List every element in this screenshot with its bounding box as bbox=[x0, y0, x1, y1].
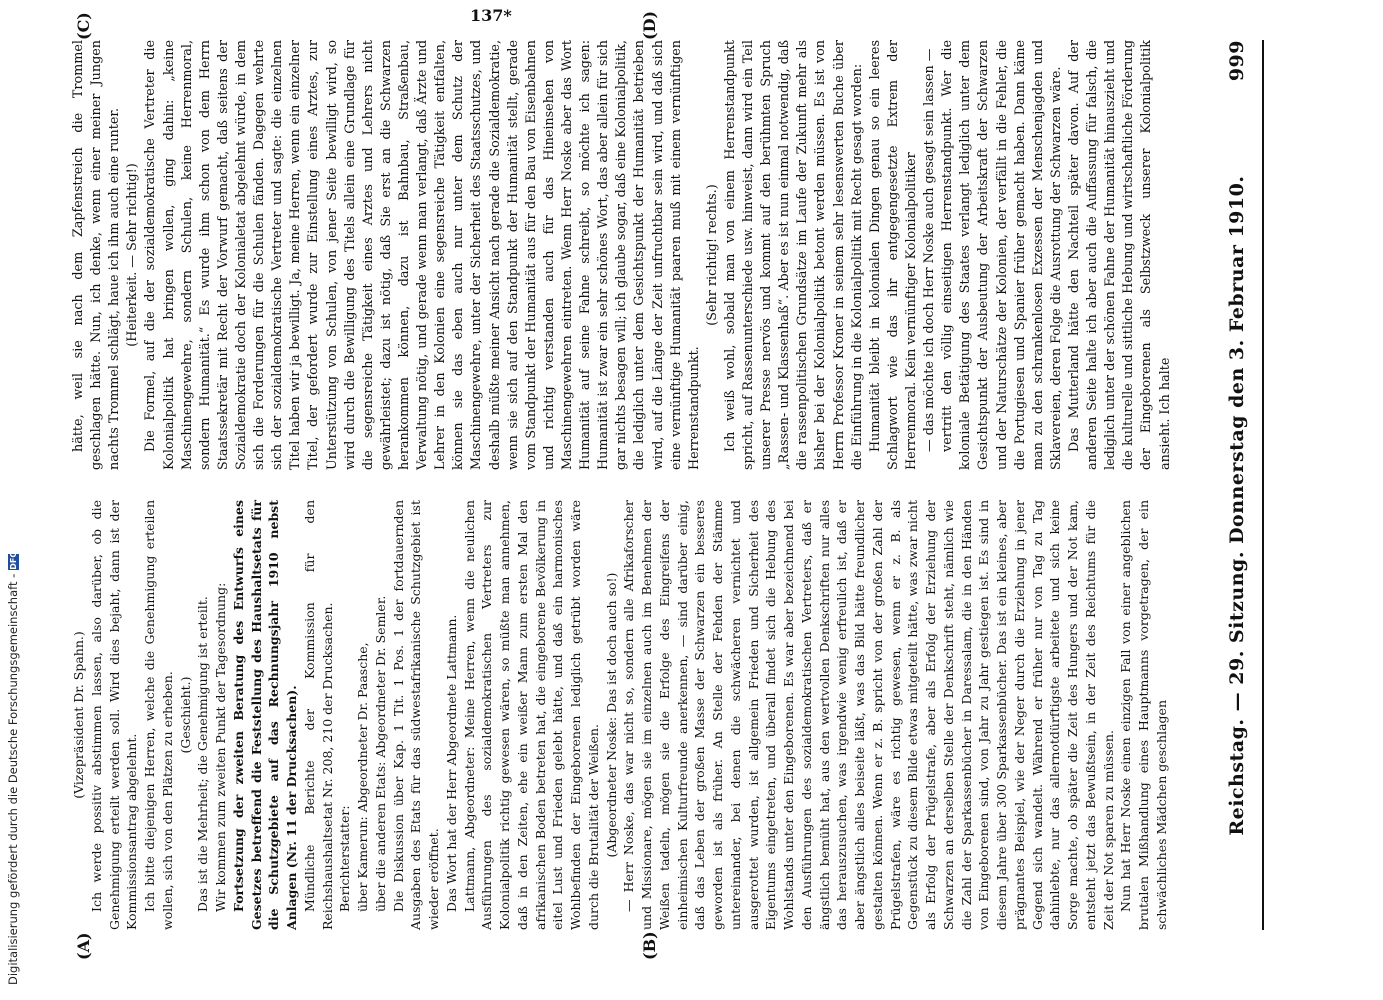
left-column-paragraph: Ich bitte diejenigen Herren, welche die Genehmigung erteilen wollen, sich von den Plätzen zu erheben. bbox=[142, 500, 175, 930]
left-column-paragraph: Wir kommen zum zweiten Punkt der Tagesordnung: bbox=[213, 582, 228, 912]
left-column-paragraph: Mündliche Berichte der Kommission für den Reichshaushaltsetat Nr. 208, 210 der Drucksachen. bbox=[301, 500, 335, 930]
header-rule bbox=[1262, 40, 1264, 930]
left-column-paragraph: (Geschieht.) bbox=[177, 676, 193, 754]
margin-letter-a: (A) bbox=[74, 932, 93, 960]
left-column-paragraph: Das ist die Mehrheit; die Genehmigung ist erteilt. bbox=[195, 596, 211, 912]
left-column-paragraph: über die anderen Etats: Abgeordneter Dr. Semler. bbox=[372, 595, 388, 912]
left-column-paragraph: (Vizepräsident Dr. Spahn.) bbox=[71, 631, 86, 799]
right-column bbox=[70, 40, 1175, 470]
right-column-paragraph: (Heiterkeit. — Sehr richtig!) bbox=[125, 163, 141, 347]
left-column bbox=[70, 500, 1171, 930]
left-column-paragraph: Berichterstatter: bbox=[337, 805, 353, 912]
right-column-paragraph: Das Mutterland hätte den Nachteil später davon. Auf der anderen Seite halte ich aber auch die Auffassung für falsch, die lediglich unter der schönen Fahne der Humanität hinauszieht und die kulturelle und sittliche Hebung und wirtschaftliche Förderung der Eingeborenen als Selbstzweck unserer Kolonialpolitik ansieht. Ich halte bbox=[1067, 40, 1173, 470]
right-column-paragraph: Ich weiß wohl, sobald man von einem Herrenstandpunkt spricht, auf Rassenunterschiede usw. hinweist, dann wird ein Teil unserer Presse nervös und kommt auf den berühmten Spruch „Rassen- und Klassenhaß“. Aber es ist nun einmal notwendig, daß die rassenpolitischen Grundsätze im Laufe der Zukunft mehr als bisher bei der Kolonialpolitik betont werden müssen. Es ist von Herrn Professor Kroner in seinem sehr lesenswerten Buche über die Einführung in die Kolonialpolitik mit Recht gesagt worden: bbox=[722, 40, 865, 470]
left-column-paragraph: Die Diskussion über Kap. 1 Tit. 1 Pos. 1 der fortdauernden Ausgaben des Etats für das südwestafrikanische Schutzgebiet ist wieder eröffnet. bbox=[390, 500, 441, 930]
margin-letter-d: (D) bbox=[640, 10, 659, 40]
left-column-paragraph: Nun hat Herr Noske einen einzigen Fall von einer angeblichen brutalen Mißhandlung eines Hauptmanns vorgetragen, der ein schwächliches Mädchen geschlagen bbox=[1118, 500, 1169, 930]
right-column-paragraph: (Sehr richtig! rechts.) bbox=[704, 184, 720, 326]
dfg-logo: DFG bbox=[8, 551, 18, 570]
digitization-credit bbox=[6, 551, 20, 985]
credit-text: Digitalisierung gefördert durch die Deutsche Forschungsgemeinschaft - bbox=[6, 573, 20, 985]
signature-mark: 137* bbox=[470, 6, 512, 25]
margin-letter-b: (B) bbox=[640, 931, 659, 960]
right-column-paragraph: vertritt den völlig einseitigen Herrenstandpunkt. Wer die koloniale Betätigung des Staates verlangt lediglich unter dem Gesichtspunkt der Ausbeutung der Arbeitskraft der Schwarzen und der Naturschätze der Kolonien, der verfällt in die Fehler, die die Portugiesen und Spanier früher gemacht haben. Dann käme man zu den schrankenlosen Exzessen der Menschenjagden und Sklavereien, deren Folge die Ausrottung der Schwarzen wäre. bbox=[940, 40, 1064, 470]
left-column-paragraph: (Abgeordneter Noske: Das ist doch auch so!) bbox=[603, 572, 619, 858]
left-column-paragraph: über Kamerun: Abgeordneter Dr. Paasche, bbox=[355, 642, 370, 912]
left-column-paragraph: Das Wort hat der Herr Abgeordnete Lattmann. bbox=[443, 614, 459, 912]
right-column-paragraph: — das möchte ich doch Herr Noske auch gesagt sein lassen — bbox=[922, 48, 938, 452]
running-head bbox=[1226, 40, 1260, 930]
running-head-title: Reichstag. — 29. Sitzung. Donnerstag den 3. Februar 1910. bbox=[1226, 175, 1248, 836]
left-column-paragraph: Ich werde possitiv abstimmen lassen, also darüber, ob die Genehmigung erteilt werden soll. Wird dies bejaht, dann ist der Kommissionsantrag abgelehnt. bbox=[88, 500, 140, 930]
left-column-paragraph: Fortsetzung der zweiten Beratung des Entwurfs eines Gesetzes betreffend die Feststellung des Haushaltsetats für die Schutzgebiete auf das Rechnungsjahr 1910 nebst Anlagen (Nr. 11 der Drucksachen). bbox=[230, 500, 299, 930]
left-column-paragraph: Lattmann, Abgeordneter: Meine Herren, wenn die neulichen Ausführungen des sozialdemokratischen Vertreters zur Kolonialpolitik richtig gewesen wären, so müßte man annehmen, daß in den Zeiten, ehe ein weißer Mann zum ersten Mal den afrikanischen Boden betreten hat, die eingeborene Bevölkerung in eitel Lust und Frieden gelebt hätte, und daß ein harmonisches Wohlbefinden der Eingeborenen lediglich getrübt worden wäre durch die Brutalität der Weißen. bbox=[461, 500, 601, 930]
right-column-paragraph: Die Formel, auf die der sozialdemokratische Vertreter die Kolonialpolitik hat bringen wollen, ging dahin: „keine Maschinengewehre, sondern Schulen, keine Herrenmoral, sondern Humanität.“ Es wurde ihm schon von dem Herrn Staatssekretär mit Recht der Vorwurf gemacht, daß seitens der Sozialdemokratie doch der Kolonialetat abgelehnt würde, in dem sich die Forderungen für die Schulen fänden. Dagegen wehrte sich der sozialdemokratische Vertreter und sagte: die einzelnen Titel haben wir ja bewilligt. Ja, meine Herren, wenn ein einzelner Titel, der gefordert wurde zur Einstellung eines Arztes, zur Unterstützung von Schulen, von jener Seite bewilligt wird, so wird durch die Bewilligung des Titels allein eine Grundlage für die segensreiche Tätigkeit eines Arztes und Lehrers nicht gewährleistet; dazu ist nötig, daß Sie erst an die Schwarzen herankommen können, dazu ist Bahnbau, Straßenbau, Verwaltung nötig, und gerade wenn man verlangt, daß Ärzte und Lehrer in den Kolonien eine segensreiche Tätigkeit entfalten, können sie das eben auch nur unter dem Schutz der Maschinengewehre, unter der Sicherheit des Staatsschutzes, und deshalb müßte meiner Ansicht nach gerade die Sozialdemokratie, wenn sie sich auf den Standpunkt der Humanität stellt, gerade vom Standpunkt der Humanität aus für den Bau von Eisenbahnen und richtig verstanden auch für das Hineinsehen von Maschinengewehren eintreten. Wenn Herr Noske aber das Wort Humanität auf seine Fahne schreibt, so möchte ich sagen: Humanität ist zwar ein sehr schönes Wort, das aber allein für sich gar nichts besagen will; ich glaube sogar, daß eine Kolonialpolitik, die lediglich unter dem Gesichtspunkt der Humanität betrieben wird, auf die Länge der Zeit unfruchtbar sein wird, und daß sich eine vernünftige Humanität paaren muß mit einem vernünftigen Herrenstandpunkt. bbox=[143, 40, 702, 470]
margin-letter-c: (C) bbox=[74, 12, 93, 40]
left-column-paragraph: — Herr Noske, das war nicht so, sondern alle Afrikaforscher und Missionare, mögen sie im einzelnen auch im Benehmen der Weißen tadeln, mögen sie die Erfolge des Eingreifens der einheimischen Kulturfreunde anerkennen, — sind darüber einig, daß das Leben der großen Masse der Schwarzen ein besseres geworden ist als früher. An Stelle der Fehden der Stämme untereinander, bei denen die schwächeren vernichtet und ausgerottet wurden, ist allgemein Frieden und Sicherheit des Eigentums eingetreten, und überall findet sich die Hebung des Wohlstands unter den Eingeborenen. Es war aber bezeichnend bei den Ausführungen des sozialdemokratischen Vertreters, daß er ängstlich bemüht hat, aus den wertvollen Denkschriften nur alles das herauszusuchen, was irgendwie wenig erfreulich ist, daß er aber ängstlich alles beiseite läßt, was das Bild hätte freundlicher gestalten können. Wenn er z. B. spricht von der großen Zahl der Prügelstrafen, wäre es richtig gewesen, wenn er z. B. als Gegenstück zu diesem Bilde etwas mitgeteilt hätte, was zwar nicht als Erfolg der Prügelstrafe, aber als Erfolg der Erziehung der Schwarzen an derselben Stelle der Denkschrift steht, nämlich wie die Zahl der Sparkassenbücher in Daressalam, die in den Händen von Eingeborenen sind, von Jahr zu Jahr gestiegen ist. Es sind in diesem Jahre über 300 Sparkassenbücher. Das ist ein kleines, aber prägnantes Beispiel, wie der Neger durch die Erziehung in jener Gegend sich wandelt. Während er früher nur von Tag zu Tag dahinlebte, nur das allernotdürftigste arbeitete und sich keine Sorge machte, ob später die Zeit des Hungers und der Not kam, entsteht jetzt das Bewußtsein, in der Zeit des Reichtums für die Zeit der Not sparen zu müssen. bbox=[621, 500, 1116, 930]
right-column-paragraph: hätte, weil sie nach dem Zapfenstreich die Trommel geschlagen hätte. Nun, ich denke, wenn einer meiner Jungen nachts Trommel schlägt, haue ich ihm auch eine runter. bbox=[71, 40, 123, 470]
right-column-paragraph: Humanität bleibt in kolonialen Dingen genau so ein leeres Schlagwort wie das ihr entgegengesetzte Extrem der Herrenmoral. Kein vernünftiger Kolonialpolitiker bbox=[867, 40, 920, 470]
page-number: 999 bbox=[1226, 40, 1248, 82]
